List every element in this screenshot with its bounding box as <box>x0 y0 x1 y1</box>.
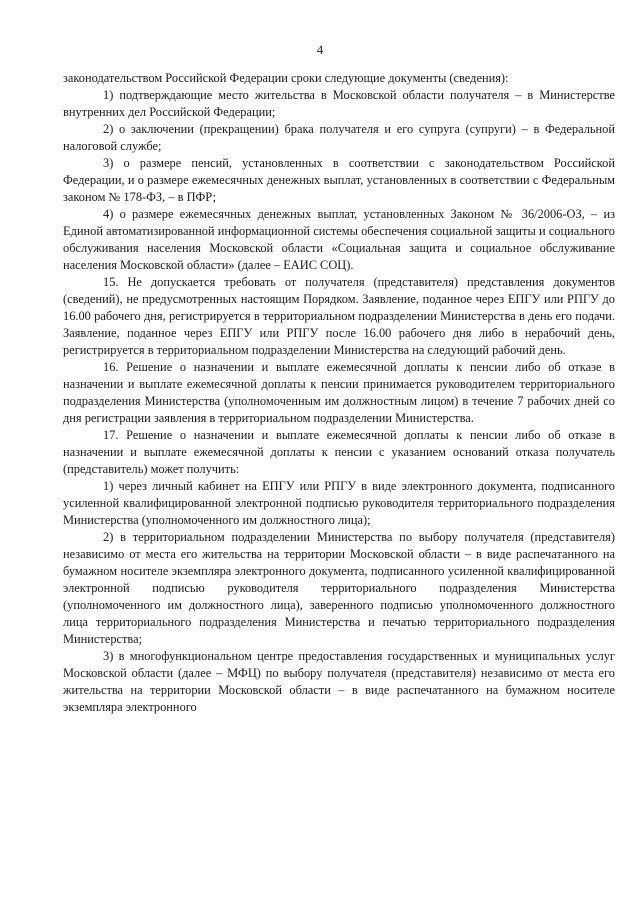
clause-17-item-1: 1) через личный кабинет на ЕПГУ или РПГУ в виде электронного документа, подписанного усиленной квалифицированной электронной подписью руководителя территориального подразделения Министерства (уполномоченного им должностного лица); <box>63 479 615 527</box>
paragraph-continuation: законодательством Российской Федерации сроки следующие документы (сведения): <box>63 71 509 85</box>
page-number: 4 <box>316 42 324 57</box>
clause-17-item-3: 3) в многофункциональном центре предоставления государственных и муниципальных услуг Московской области (далее – МФЦ) по выбору получателя (представителя) независимо от места его жительства на территории Московской области – в виде распечатанного на бумажном носителе экземпляра электронного <box>63 649 615 714</box>
clause-15: 15. Не допускается требовать от получателя (представителя) представления документов (сведений), не предусмотренных настоящим Порядком. Заявление, поданное через ЕПГУ или РПГУ до 16.00 рабочего дня, регистрируется в территориальном подразделении Министерства в день его подачи. Заявление, поданное через ЕПГУ или РПГУ после 16.00 рабочего дня либо в нерабочий день, регистрируется в территориальном подразделении Министерства на следующий рабочий день. <box>63 275 615 357</box>
clause-16: 16. Решение о назначении и выплате ежемесячной доплаты к пенсии либо об отказе в назначении и выплате ежемесячной доплаты к пенсии принимается руководителем территориального подразделения Министерства (уполномоченным им должностным лицом) в течение 7 рабочих дней со дня регистрации заявления в территориальном подразделении Министерства. <box>63 360 615 425</box>
clause-17: 17. Решение о назначении и выплате ежемесячной доплаты к пенсии либо об отказе в назначении и выплате ежемесячной доплаты к пенсии с указанием оснований отказа получатель (представитель) может получить: <box>63 428 615 476</box>
document-body <box>63 70 615 716</box>
list-item-4-monthly-payments: 4) о размере ежемесячных денежных выплат, установленных Законом № 36/2006-ОЗ, – из Единой автоматизированной информационной системы обеспечения социальной защиты и социального обслуживания населения Московской области «Социальная защита и социальное обслуживание населения Московской области» (далее – ЕАИС СОЦ). <box>63 207 615 272</box>
list-item-3-pensions: 3) о размере пенсий, установленных в соответствии с законодательством Российской Федерации, и о размере ежемесячных денежных выплат, установленных в соответствии с Федеральным законом № 178-ФЗ, – в ПФР; <box>63 156 615 204</box>
list-item-2-marriage: 2) о заключении (прекращении) брака получателя и его супруга (супруги) – в Федеральной налоговой службе; <box>63 122 615 153</box>
list-item-1-residence: 1) подтверждающие место жительства в Московской области получателя – в Министерстве внутренних дел Российской Федерации; <box>63 88 615 119</box>
clause-17-item-2: 2) в территориальном подразделении Министерства по выбору получателя (представителя) независимо от места его жительства на территории Московской области – в виде распечатанного на бумажном носителе экземпляра электронного документа, подписанного усиленной квалифицированной электронной подписью руководителя территориального подразделения Министерства (уполномоченного им должностного лица), заверенного подписью уполномоченного должностного лица территориального подразделения Министерства и печатью территориального подразделения Министерства; <box>63 530 615 646</box>
